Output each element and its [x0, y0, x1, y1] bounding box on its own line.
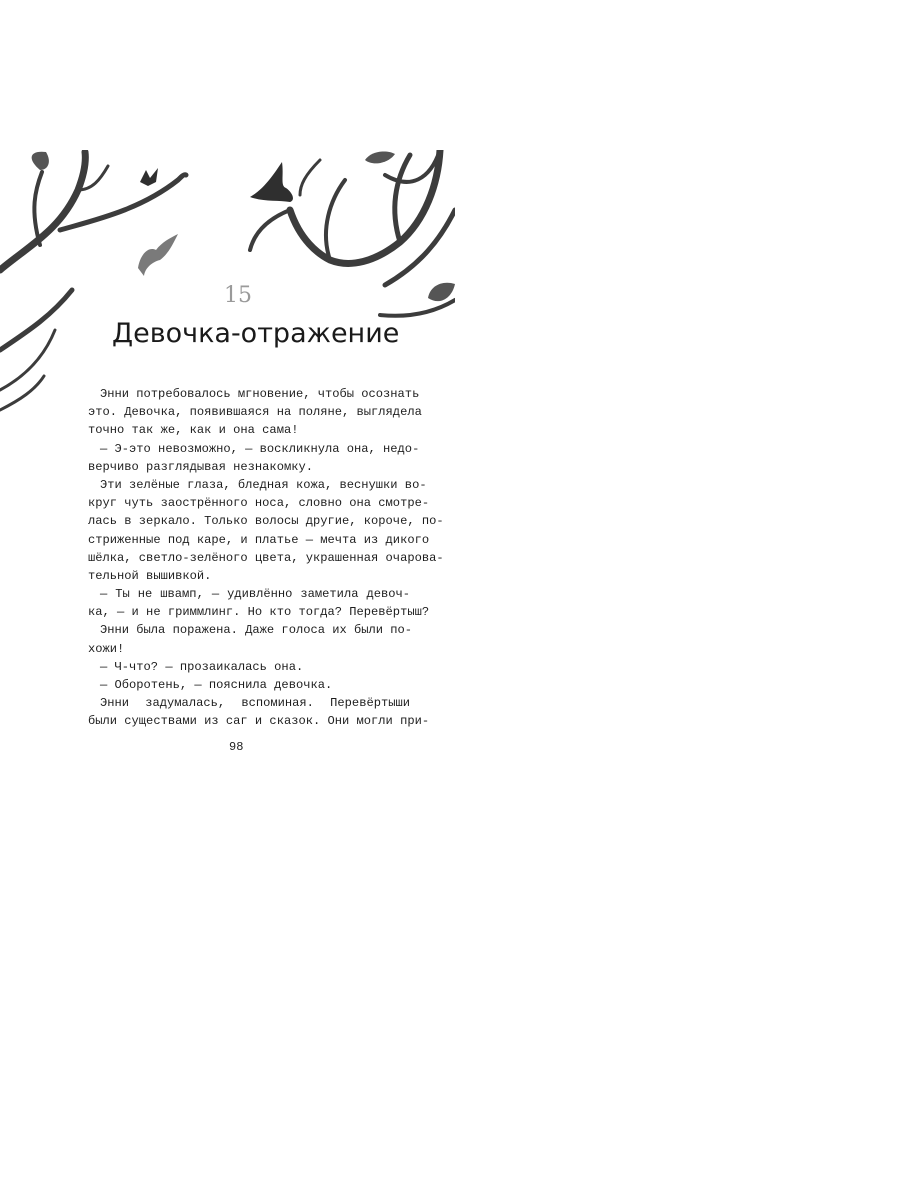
text-line: стриженные под каре, и платье — мечта из дикого	[88, 532, 430, 547]
right-page	[455, 0, 900, 800]
text-line: верчиво разглядывая незнакомку.	[88, 459, 313, 474]
text-line: — Э-это невозможно, — воскликнула она, недо-	[100, 441, 420, 456]
swallow-icon	[138, 234, 178, 276]
tree-branch-icon	[0, 150, 455, 410]
bird-icon	[140, 162, 293, 202]
text-line: — Ты не швамп, — удивлённо заметила девоч-	[100, 587, 410, 602]
text-line: Энни потребовалось мгновение, чтобы осознать	[100, 387, 420, 401]
text-line: шёлка, светло-зелёного цвета, украшенная очарова-	[88, 550, 444, 565]
text-line: Эти зелёные глаза, бледная кожа, веснушки во-	[100, 477, 427, 492]
text-line: — Ч-что? — прозаикалась она.	[100, 659, 304, 674]
text-line: круг чуть заострённого носа, словно она смотре-	[88, 496, 430, 511]
left-page	[0, 0, 455, 800]
text-line: точно так же, как и она сама!	[88, 423, 299, 438]
text-line: хожи!	[88, 641, 125, 656]
text-line: Энни задумалась, вспоминая. Перевёртыши	[100, 696, 410, 711]
text-line: это. Девочка, появившаяся на поляне, выглядела	[88, 405, 422, 420]
text-line: тельной вышивкой.	[88, 568, 212, 583]
text-line: лась в зеркало. Только волосы другие, короче, по-	[88, 514, 444, 529]
left-page-body	[88, 385, 444, 731]
chapter-number: 15	[224, 283, 252, 308]
text-line: ка, — и не гриммлинг. Но кто тогда? Перевёртыш?	[88, 605, 430, 620]
chapter-title: Девочка-отражение	[112, 318, 400, 349]
text-line: Энни была поражена. Даже голоса их были по-	[100, 623, 413, 638]
text-line: — Оборотень, — пояснила девочка.	[100, 678, 333, 692]
page-number: 98	[229, 740, 244, 754]
text-line: были существами из саг и сказок. Они могли при-	[88, 714, 430, 729]
